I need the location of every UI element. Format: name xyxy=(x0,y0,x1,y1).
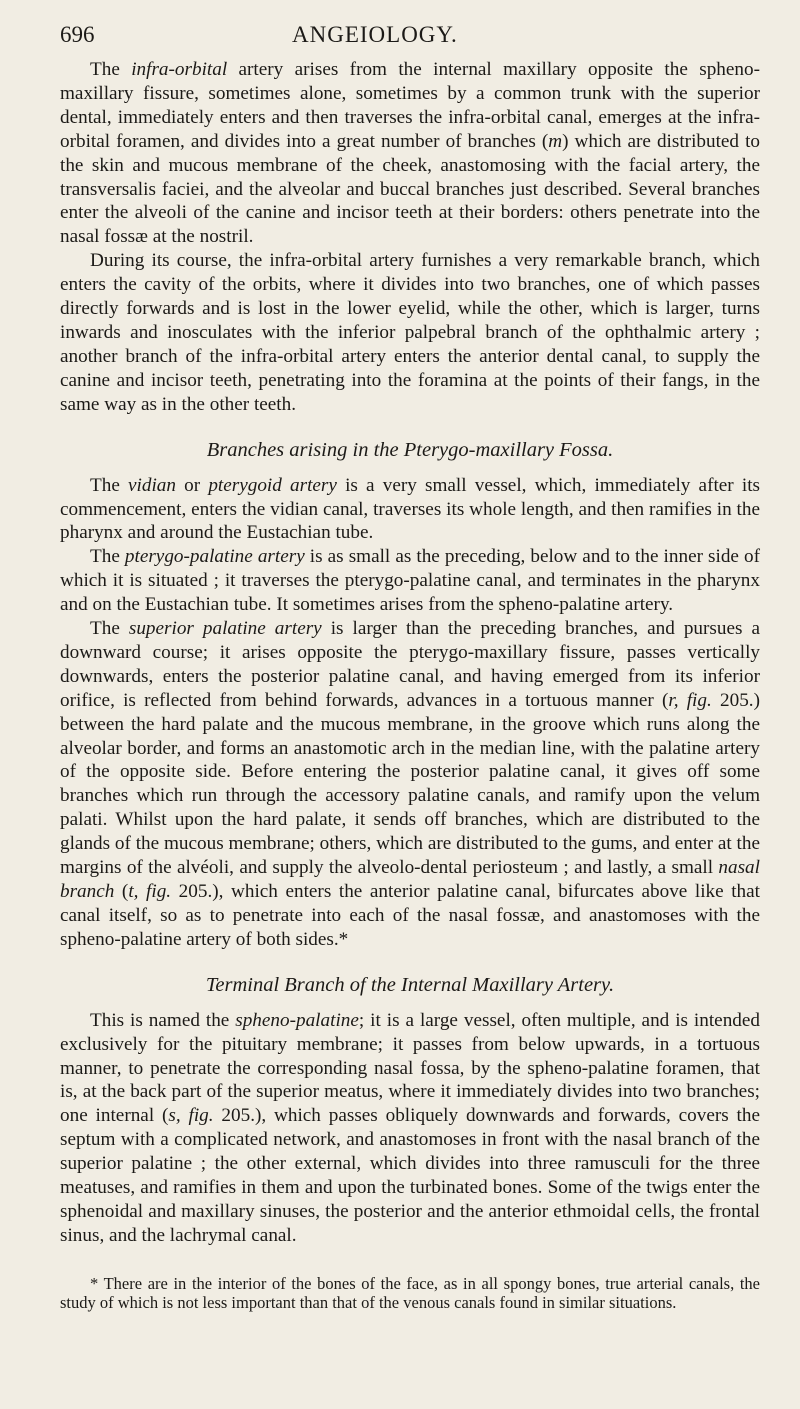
footnote: * There are in the interior of the bones of the face, as in all spongy bones, true arterial canals, the study of which is not less important than that of the venous canals found in similar situations. xyxy=(60,1273,760,1312)
text-run: is as small as the preceding, below and to the inner side of which it is situated ; it traverses the pterygo-palatine canal, and terminates in the pharynx and on the Eustachian tube. It sometimes arises from the spheno-palatine artery. xyxy=(60,546,760,616)
italic-text-run: infra-orbital xyxy=(131,59,228,80)
text-run: 205.) between the hard palate and the mucous membrane, in the groove which runs along the alveolar border, and forms an anastomotic arch in the median line, with the palatine artery of the opposite side. Before entering the posterior palatine canal, it gives off some branches which run through the accessory palatine canals, and ramify upon the velum palati. Whilst upon the hard palate, it sends off branches, which are distributed to the glands of the mucous membrane; others, which are distributed to the gums, and enter at the margins of the alvéoli, and supply the alveolo-dental periosteum ; and lastly, a small xyxy=(60,689,760,879)
text-run: ( xyxy=(114,881,129,902)
text-run: 205.), which enters the anterior palatine canal, bifurcates above like that canal itself, so as to penetrate into each of the nasal fossæ, and anastomoses with the spheno-palatine artery of both sides.* xyxy=(60,881,761,950)
paragraph-infra-orbital-course xyxy=(60,249,760,416)
text-run: This is named the xyxy=(90,1009,236,1031)
italic-text-run: r, fig. xyxy=(668,689,712,711)
paragraph-vidian-artery xyxy=(60,474,760,546)
text-run: The xyxy=(90,474,129,496)
italic-text-run: s, fig. xyxy=(168,1105,214,1127)
italic-text-run: m xyxy=(548,130,563,152)
text-run: artery arises from the internal maxillary opposite the spheno-maxillary fissure, sometimes alone, sometimes by a common trunk with the superior dental, immediately enters and then traverses the infra-orbital canal, emerges at the infra-orbital foramen, and divides into a great number of branches ( xyxy=(60,59,760,152)
text-run: is a very small vessel, which, immediately after its commencement, enters the vidian canal, traverses its whole length, and then ramifies in the pharynx and around the Eustachian tube. xyxy=(60,474,760,544)
text-run: During its course, the infra-orbital artery furnishes a very remarkable branch, which enters the cavity of the orbits, where it divides into two branches, one of which passes directly forwards and is lost in the lower eyelid, while the other, which is larger, turns inwards and inosculates with the inferior palpebral branch of the ophthalmic artery ; another branch of the infra-orbital artery enters the anterior dental canal, to supply the canine and incisor teeth, penetrating into the foramina at the points of their fangs, in the same way as in the other teeth. xyxy=(60,250,760,415)
paragraph-spheno-palatine-artery xyxy=(60,1009,760,1248)
text-run: or xyxy=(175,474,209,496)
italic-text-run: nasal branch xyxy=(60,857,760,902)
section-heading-pterygo-maxillary: Branches arising in the Pterygo-maxillary Fossa. xyxy=(206,438,614,461)
page-header xyxy=(60,18,760,58)
italic-text-run: pterygoid artery xyxy=(208,474,337,496)
paragraph-pterygo-palatine-artery xyxy=(60,545,760,617)
text-run: The xyxy=(90,546,125,568)
paragraph-infra-orbital xyxy=(60,58,760,249)
paragraph-superior-palatine-artery xyxy=(60,617,760,952)
text-run: The xyxy=(90,59,132,80)
running-head: ANGEIOLOGY. xyxy=(292,22,458,47)
text-run: 205.), which passes obliquely downwards and forwards, covers the septum with a complicated network, and anastomoses in front with the nasal branch of the superior palatine ; the other external, which divides into three ramusculi for the three meatuses, and ramifies in them and upon the turbinated bones. Some of the twigs enter the sphenoidal and maxillary sinuses, the posterior and the anterior ethmoidal cells, the frontal sinus, and the lachrymal canal. xyxy=(60,1105,760,1246)
text-run: ; it is a large vessel, often multiple, and is intended exclusively for the pituitary membrane; it passes from below upwards, in a tortuous manner, to penetrate the corresponding nasal fossa, by the spheno-palatine foramen, that is, at the back part of the superior meatus, where it immediately divides into two branches; one internal ( xyxy=(60,1009,760,1127)
text-run: The xyxy=(90,618,129,640)
italic-text-run: superior palatine artery xyxy=(128,618,322,640)
italic-text-run: pterygo-palatine artery xyxy=(124,546,305,568)
italic-text-run: t, fig. xyxy=(128,881,172,902)
italic-text-run: vidian xyxy=(128,474,176,496)
text-run: is larger than the preceding branches, and pursues a downward course; it arises opposite the pterygo-maxillary fissure, passes vertically downwards, enters the posterior palatine canal, and having emerged from its inferior orifice, is reflected from behind forwards, advances in a tortuous manner ( xyxy=(60,618,760,711)
section-heading-terminal-branch: Terminal Branch of the Internal Maxillary Artery. xyxy=(205,973,615,996)
text-run: ) which are distributed to the skin and mucous membrane of the cheek, anastomosing with the facial artery, the transversalis faciei, and the alveolar and buccal branches just described. Several branches enter the alveoli of the canine and incisor teeth at their borders: others penetrate into the nasal fossæ at the nostril. xyxy=(60,130,760,248)
italic-text-run: spheno-palatine xyxy=(235,1009,359,1031)
page-number: 696 xyxy=(60,22,95,47)
